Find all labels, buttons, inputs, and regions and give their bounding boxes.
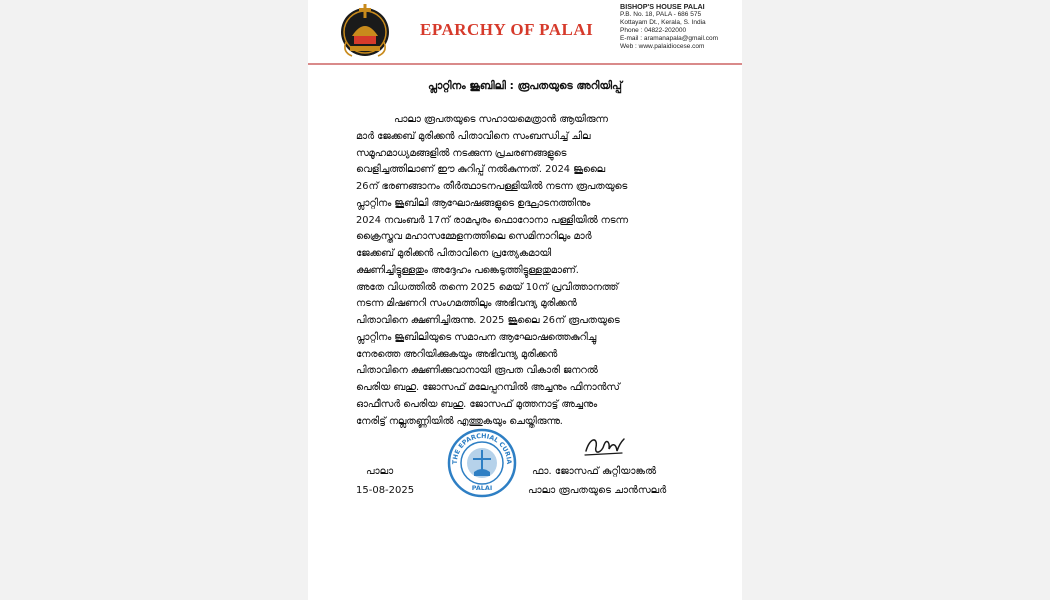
body-line: നടന്ന മിഷണറി സംഗമത്തിലും അഭിവന്ദ്യ മുരിക്കൻ: [356, 298, 577, 310]
address-web: Web : www.palaidiocese.com: [620, 43, 705, 50]
body-line: പെരിയ ബഹു. ജോസഫ് മലേപ്പറമ്പിൽ അച്ചനും ഫിനാൻസ്: [356, 382, 620, 393]
body-line: 26ന് ഭരണങ്ങാനം തീർത്ഥാടനപള്ളിയിൽ നടന്ന രൂപതയുടെ: [356, 181, 628, 192]
place-label: പാലാ: [366, 466, 394, 477]
body-line: പിതാവിനെ ക്ഷണിച്ചിരുന്നു. 2025 ജൂലൈ 26ന് രൂപതയുടെ: [356, 315, 620, 326]
body-line: 2024 നവംബർ 17ന് രാമപുരം ഫൊറോനാ പള്ളിയിൽ നടന്ന: [356, 214, 628, 226]
body-line: മാർ ജേക്കബ് മുരിക്കൻ പിതാവിനെ സംബന്ധിച്ച് ചില: [356, 130, 591, 142]
address-line1: P.B. No. 18, PALA - 686 575: [620, 11, 702, 18]
body-line: പ്ലാറ്റിനം ജൂബിലി ആഘോഷങ്ങളുടെ ഉദ്ഘാടനത്തിനും: [356, 197, 591, 209]
address-block: [620, 3, 718, 51]
body-line: പിതാവിനെ ക്ഷണിക്കുവാനായി രൂപത വികാരി ജനറൽ: [356, 365, 598, 377]
address-phone: Phone : 04822-202000: [620, 27, 687, 34]
body-line: ക്ഷണിച്ചിട്ടുള്ളതും അദ്ദേഹം പങ്കെടുത്തിട്ടുള്ളതുമാണ്.: [356, 264, 579, 276]
date-label: 15-08-2025: [356, 485, 415, 496]
body-line: അതേ വിധത്തിൽ തന്നെ 2025 മെയ് 10ന് പ്രവിത്താനത്ത്: [356, 281, 619, 293]
curia-seal-stamp: [447, 428, 517, 498]
header-divider: [308, 63, 742, 65]
body-line: ക്രൈസ്തവ മഹാസമ്മേളനത്തിലെ സെമിനാറിലും മാർ: [356, 231, 592, 243]
notice-heading: പ്ലാറ്റിനം ജൂബിലി : രൂപതയുടെ അറിയിപ്പ്: [428, 80, 622, 92]
org-title: EPARCHY OF PALAI: [420, 20, 594, 39]
body-line: നേരത്തെ അറിയിക്കുകയും അഭിവന്ദ്യ മുരിക്കൻ: [356, 348, 558, 360]
letter-page: [308, 0, 742, 600]
signer-name: ഫാ. ജോസഫ് കുറ്റിയാങ്കൽ: [532, 466, 657, 477]
notice-body: [356, 112, 702, 430]
address-line2: Kottayam Dt., Kerala, S. India: [620, 19, 706, 26]
body-line: സമൂഹമാധ്യമങ്ങളിൽ നടക്കുന്ന പ്രചരണങ്ങളുടെ: [356, 147, 567, 159]
body-line: ഓഫീസർ പെരിയ ബഹു. ജോസഫ് മുത്തനാട്ട് അച്ചനും: [356, 398, 598, 410]
svg-text:THE EPARCHIAL CURIA: THE EPARCHIAL CURIA: [450, 431, 514, 465]
address-name: BISHOP'S HOUSE PALAI: [620, 2, 705, 11]
handwritten-signature: [582, 433, 628, 459]
signer-role: പാലാ രൂപതയുടെ ചാൻസലർ: [528, 485, 667, 496]
body-line: വെളിച്ചത്തിലാണ് ഈ കുറിപ്പ് നൽകുന്നത്. 2024 ജൂലൈ: [356, 164, 605, 176]
body-line: നേരിട്ട് നല്ലതണ്ണിയിൽ എത്തുകയും ചെയ്തിരുന്നു.: [356, 415, 563, 427]
body-line: പാലാ രൂപതയുടെ സഹായമെത്രാൻ ആയിരുന്ന: [394, 114, 608, 125]
svg-text:PALAI: PALAI: [471, 484, 493, 492]
body-line: ജേക്കബ് മുരിക്കൻ പിതാവിനെ പ്രത്യേകമായി: [356, 248, 552, 259]
body-line: പ്ലാറ്റിനം ജൂബിലിയുടെ സമാപന ആഘോഷത്തെകുറിച്ചു: [356, 331, 597, 343]
address-email: E-mail : aramanapala@gmail.com: [620, 35, 718, 42]
eparchy-emblem-logo: [338, 2, 392, 58]
